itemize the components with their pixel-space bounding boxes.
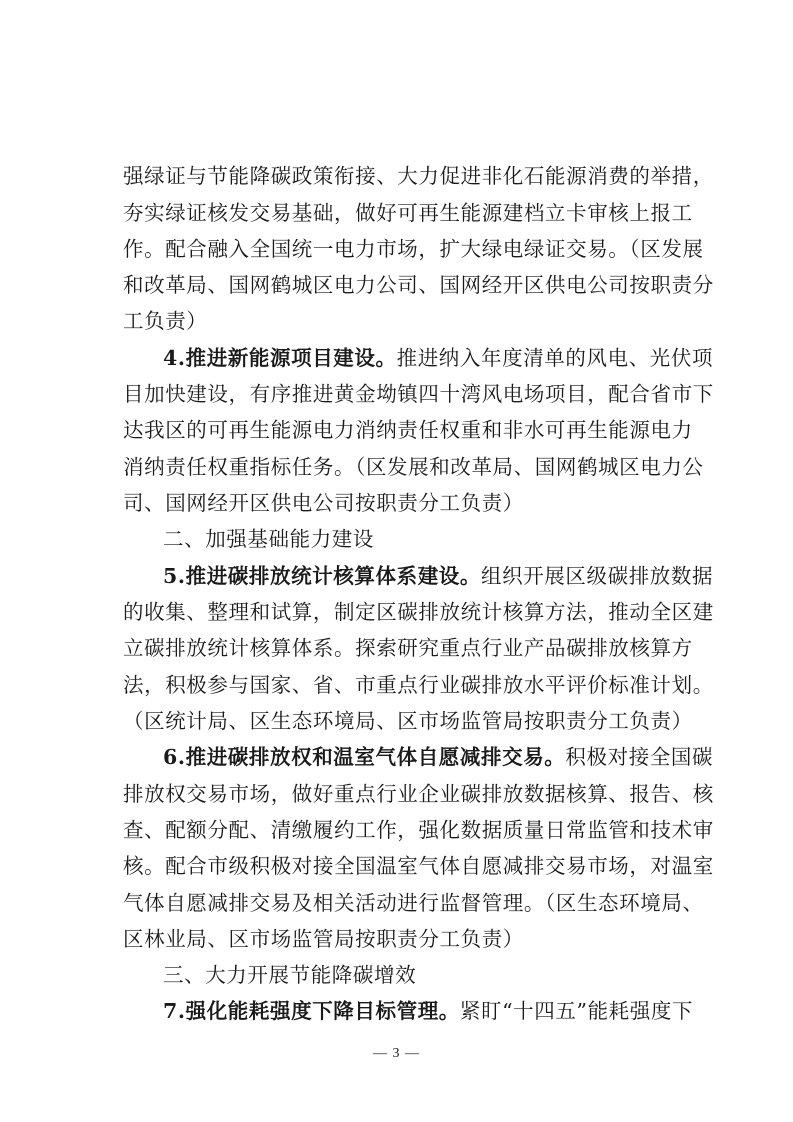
paragraph-line: 排放权交易市场，做好重点行业企业碳排放数据核算、报告、核 xyxy=(123,782,714,806)
item-7-title: 7.强化能耗强度下降目标管理。 xyxy=(163,999,460,1023)
paragraph-line: （区统计局、区生态环境局、区市场监管局按职责分工负责） xyxy=(123,709,693,733)
item-6-heading-line: 6.推进碳排放权和温室气体自愿减排交易。积极对接全国碳 xyxy=(163,745,714,769)
paragraph-line: 的收集、整理和试算，制定区碳排放统计核算方法，推动全区建 xyxy=(123,600,714,624)
paragraph-line: 法，积极参与国家、省、市重点行业碳排放水平评价标准计划。 xyxy=(123,673,714,697)
paragraph-line: 目加快建设，有序推进黄金坳镇四十湾风电场项目，配合省市下 xyxy=(123,382,714,406)
paragraph-line: 强绿证与节能降碳政策衔接、大力促进非化石能源消费的举措， xyxy=(123,164,714,188)
paragraph-line: 达我区的可再生能源电力消纳责任权重和非水可再生能源电力 xyxy=(123,418,693,442)
paragraph-line: 消纳责任权重指标任务。（区发展和改革局、国网鹤城区电力公 xyxy=(123,455,704,479)
paragraph-line: 气体自愿减排交易及相关活动进行监督管理。（区生态环境局、 xyxy=(123,891,704,915)
item-7-heading-line: 7.强化能耗强度下降目标管理。紧盯“十四五”能耗强度下 xyxy=(163,999,694,1023)
paragraph-line: 核。配合市级积极对接全国温室气体自愿减排交易市场，对温室 xyxy=(123,854,714,878)
paragraph-line: 和改革局、国网鹤城区电力公司、国网经开区供电公司按职责分 xyxy=(123,273,714,297)
item-4-heading-line: 4.推进新能源项目建设。推进纳入年度清单的风电、光伏项 xyxy=(163,346,714,370)
paragraph-line: 司、国网经开区供电公司按职责分工负责） xyxy=(123,491,524,515)
item-4-title: 4.推进新能源项目建设。 xyxy=(163,346,397,370)
item-5-title: 5.推进碳排放统计核算体系建设。 xyxy=(163,564,481,588)
paragraph-line: 工负责） xyxy=(123,309,208,333)
item-5-heading-line: 5.推进碳排放统计核算体系建设。组织开展区级碳排放数据 xyxy=(163,564,714,588)
paragraph-line: 查、配额分配、清缴履约工作，强化数据质量日常监管和技术审 xyxy=(123,818,714,842)
page-number: — 3 — xyxy=(373,1046,420,1061)
item-6-title: 6.推进碳排放权和温室气体自愿减排交易。 xyxy=(163,745,566,769)
section-heading-3: 三、大力开展节能降碳增效 xyxy=(163,963,417,987)
section-heading-2: 二、加强基础能力建设 xyxy=(163,527,374,551)
paragraph-line: 立碳排放统计核算体系。探索研究重点行业产品碳排放核算方 xyxy=(123,636,693,660)
paragraph-line: 夯实绿证核发交易基础，做好可再生能源建档立卡审核上报工 xyxy=(123,201,693,225)
paragraph-line: 作。配合融入全国统一电力市场，扩大绿电绿证交易。（区发展 xyxy=(123,237,704,261)
paragraph-line: 区林业局、区市场监管局按职责分工负责） xyxy=(123,927,524,951)
